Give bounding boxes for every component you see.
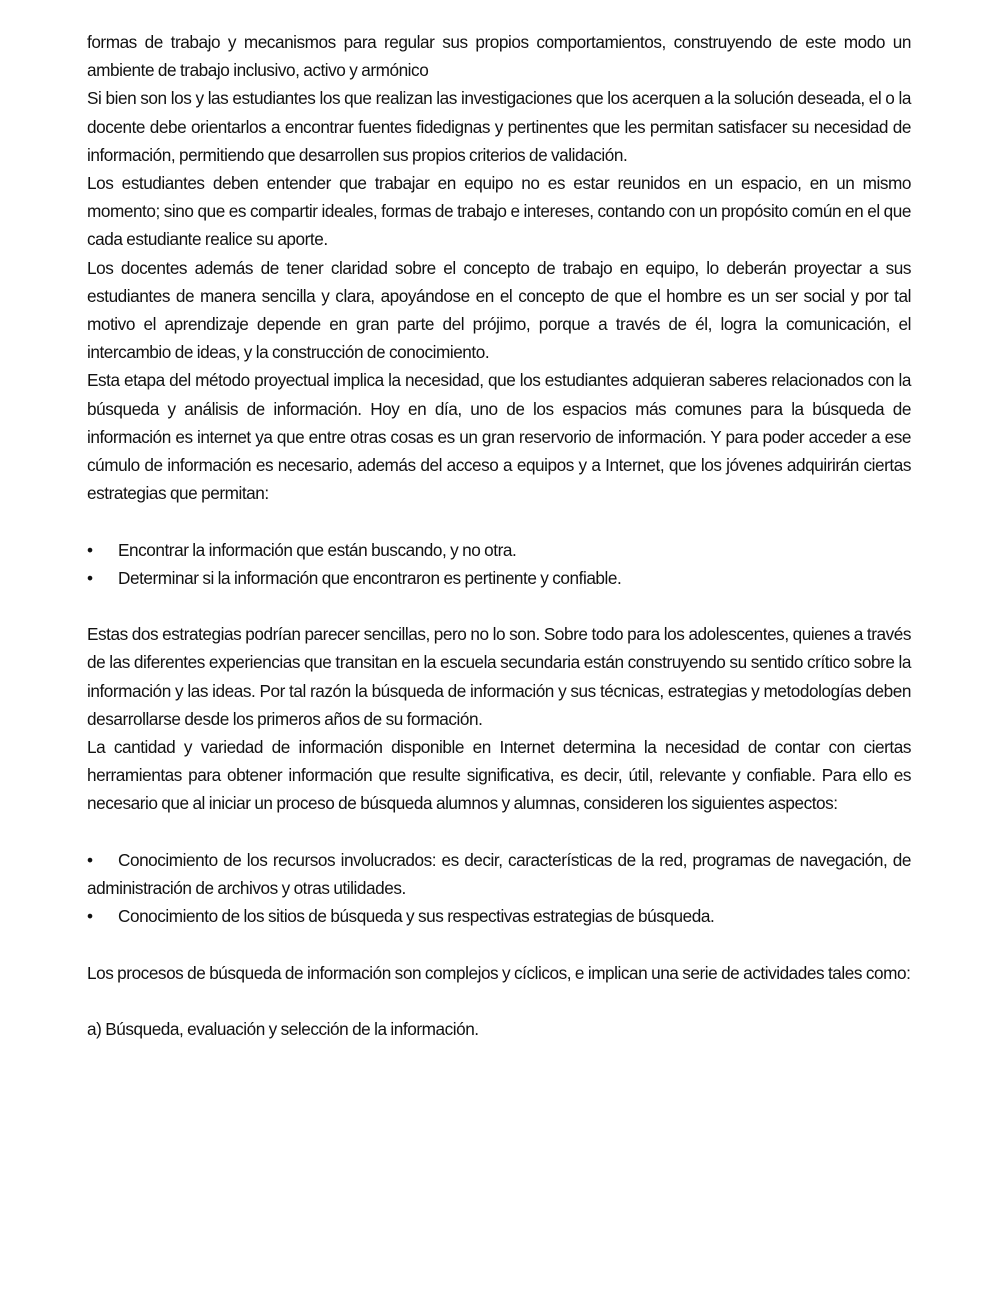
- bullet-item: [87, 536, 911, 564]
- bullet-text: Conocimiento de los sitios de búsqueda y sus respectivas estrategias de búsqueda.: [118, 906, 715, 927]
- paragraph: Esta etapa del método proyectual implica la necesidad, que los estudiantes adquieran saberes relacionados con la búsqueda y análisis de información. Hoy en día, uno de los espacios más comunes para la búsqueda de información es internet ya que entre otras cosas es un gran reservorio de información. Y para poder acceder a ese cúmulo de información es necesario, además del acceso a equipos y a Internet, que los jóvenes adquirirán ciertas estrategias que permitan:: [87, 370, 911, 504]
- bullet-icon: •: [87, 849, 93, 870]
- blank-line: [87, 507, 911, 535]
- bullet-text: Conocimiento de los recursos involucrados: es decir, características de la red, programas de navegación, de administración de archivos y otras utilidades.: [87, 849, 911, 899]
- bullet-text: Determinar si la información que encontraron es pertinente y confiable.: [118, 567, 622, 588]
- paragraph: La cantidad y variedad de información disponible en Internet determina la necesidad de contar con ciertas herramientas para obtener información que resulte significativa, es decir, útil, relevante y confiable. Para ello es necesario que al iniciar un proceso de búsqueda alumnos y alumnas, consideren los siguientes aspectos:: [87, 737, 911, 814]
- bullet-text: Encontrar la información que están buscando, y no otra.: [118, 539, 517, 560]
- bullet-item: [87, 564, 911, 592]
- bullet-icon: •: [87, 567, 93, 588]
- bullet-icon: •: [87, 539, 93, 560]
- blank-line: [87, 818, 911, 846]
- paragraph: Los procesos de búsqueda de información son complejos y cíclicos, e implican una serie de actividades tales como:: [87, 962, 911, 983]
- list-item-a: a) Búsqueda, evaluación y selección de la información.: [87, 1019, 479, 1040]
- blank-line: [87, 987, 911, 1015]
- bullet-item: [87, 902, 911, 930]
- paragraph: Si bien son los y las estudiantes los que realizan las investigaciones que los acerquen a la solución deseada, el o la docente debe orientarlos a encontrar fuentes fidedignas y pertinentes que les permitan satisfacer su necesidad de información, permitiendo que desarrollen sus propios criterios de validación.: [87, 88, 911, 165]
- bullet-icon: •: [87, 906, 93, 927]
- blank-line: [87, 592, 911, 620]
- paragraph: formas de trabajo y mecanismos para regular sus propios comportamientos, construyendo de este modo un ambiente de trabajo inclusivo, activo y armónico: [87, 32, 911, 81]
- paragraph: Estas dos estrategias podrían parecer sencillas, pero no lo son. Sobre todo para los adolescentes, quienes a través de las diferentes experiencias que transitan en la escuela secundaria están construyendo su sentido crítico sobre la información y las ideas. Por tal razón la búsqueda de información y sus técnicas, estrategias y metodologías deben desarrollarse desde los primeros años de su formación.: [87, 624, 911, 729]
- paragraph: Los docentes además de tener claridad sobre el concepto de trabajo en equipo, lo deberán proyectar a sus estudiantes de manera sencilla y clara, apoyándose en el concepto de que el hombre es un ser social y por tal motivo el aprendizaje depende en gran parte del prójimo, porque a través de él, logra la comunicación, el intercambio de ideas, y la construcción de conocimiento.: [87, 257, 911, 363]
- paragraph: Los estudiantes deben entender que trabajar en equipo no es estar reunidos en un espacio, en un mismo momento; sino que es compartir ideales, formas de trabajo e intereses, contando con un propósito común en el que cada estudiante realice su aporte.: [87, 173, 911, 250]
- blank-line: [87, 930, 911, 958]
- bullet-item: [87, 846, 911, 902]
- document-page: [87, 28, 911, 1043]
